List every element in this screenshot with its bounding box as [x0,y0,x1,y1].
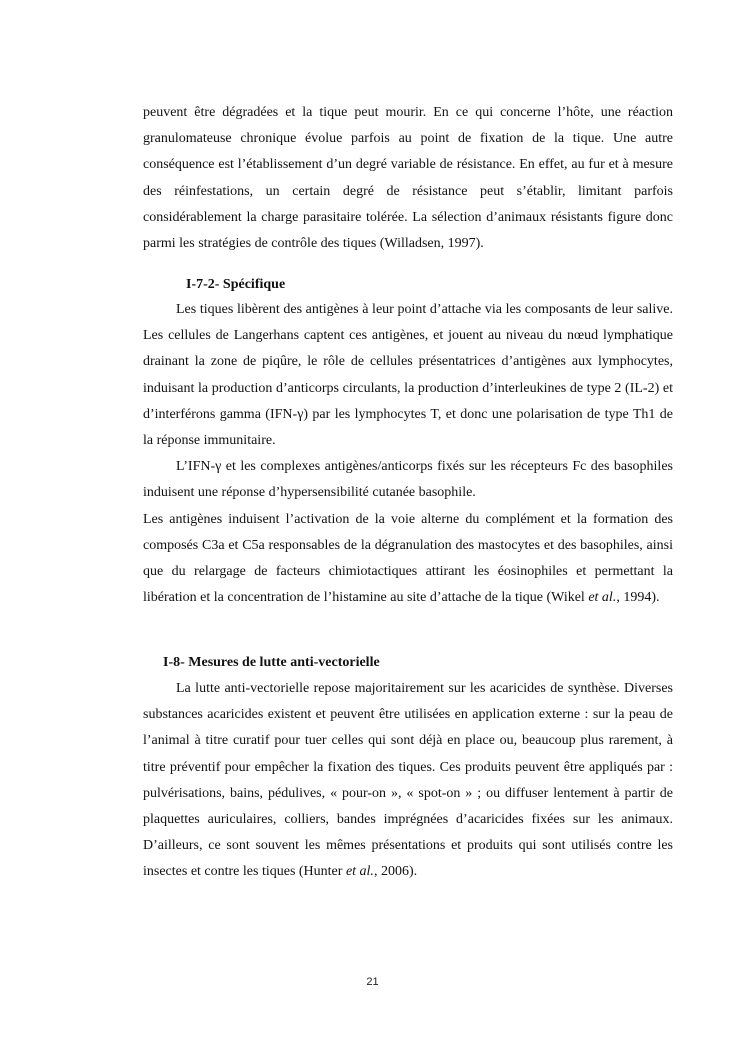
paragraph: peuvent être dégradées et la tique peut mourir. En ce qui concerne l’hôte, une réaction granulomateuse chronique évolue parfois au point de fixation de la tique. Une autre conséquence est l’établissement d’un degré variable de résistance. En effet, au fur et à mesure des réinfestations, un certain degré de résistance peut s’établir, limitant parfois considérablement la charge parasitaire tolérée. La sélection d’animaux résistants figure donc parmi les stratégies de contrôle des tiques (Willadsen, 1997). [143,105,673,252]
paragraph-block-3 [143,676,673,886]
text-run: La lutte anti-vectorielle repose majoritairement sur les acaricides de synthèse. Diverses substances acaricides existent et peuvent être utilisées en application externe : sur la peau de l’animal à titre curatif pour tuer celles qui sont déjà en place ou, beaucoup plus rarement, à titre préventif pour empêcher la fixation des tiques. Ces produits peuvent être appliqués par : pulvérisations, bains, pédulives, « pour-on », « spot-on » ; ou diffuser lentement à partir de plaquettes auriculaires, colliers, bandes imprégnées d’acaricides fixées sur les animaux. D’ailleurs, ce sont souvent les mêmes présentations et produits qui sont utilisés contre les insectes et contre les tiques (Hunter [143,681,673,880]
section-heading-7-2: I-7-2- Spécifique [186,277,286,292]
text-run: , 1994). [616,590,660,606]
paragraph-block-2 [143,297,673,611]
paragraph: Les tiques libèrent des antigènes à leur point d’attache via les composants de leur salive. Les cellules de Langerhans captent ces antigènes, et jouent au niveau du nœud lymphatique drainant la zone de piqûre, le rôle de cellules présentatrices d’antigènes aux lymphocytes, induisant la production d’anticorps circulants, la production d’interleukines de type 2 (IL-2) et d’interférons gamma (IFN-γ) par les lymphocytes T, et donc une polarisation de type Th1 de la réponse immunitaire. [143,302,673,449]
section-heading-8: I-8- Mesures de lutte anti-vectorielle [163,655,380,670]
paragraph-block-1 [143,100,673,257]
italic-text: et al. [588,590,617,606]
paragraph: L’IFN-γ et les complexes antigènes/anticorps fixés sur les récepteurs Fc des basophiles induisent une réponse d’hypersensibilité cutanée basophile. [143,459,673,501]
page-number: 21 [366,976,379,988]
paragraph [143,507,673,612]
text-run: Les antigènes induisent l’activation de la voie alterne du complément et la formation des composés C3a et C5a responsables de la dégranulation des mastocytes et des basophiles, ainsi que du relargage de facteurs chimiotactiques attirant les éosinophiles et permettant la libération et la concentration de l’histamine au site d’attache de la tique (Wikel [143,511,673,606]
text-run: , 2006). [373,864,418,880]
paragraph [143,676,673,886]
italic-text: et al. [345,864,374,880]
